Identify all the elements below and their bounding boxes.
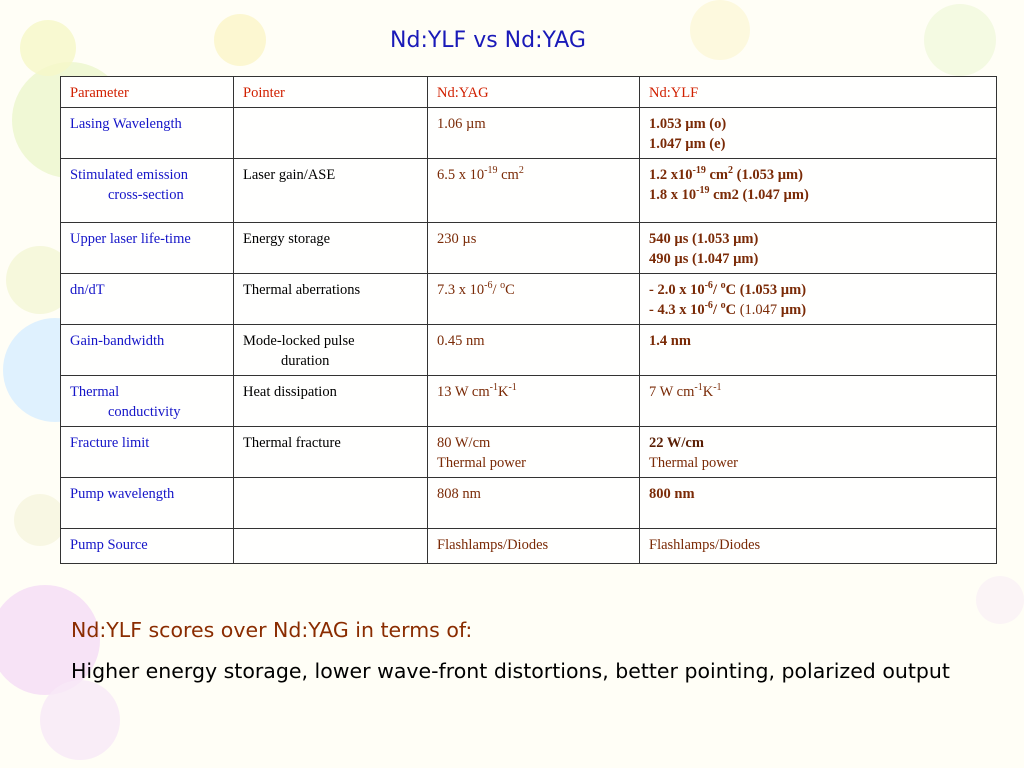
cell-ndyag: 7.3 x $10^{-6}/$ $^o$C: [428, 274, 640, 325]
cell-ndylf: - 2.0 x $10^{-6}/$ $^o$C (1.053 µm) - 4.3 x $10^{-6}/$ $^o$C (1.047 µm): [640, 274, 997, 325]
cell-ndyag: 230 µs: [428, 223, 640, 274]
cell-parameter: Thermal conductivity: [61, 376, 234, 427]
cell-ndyag: 808 nm: [428, 478, 640, 529]
cell-ndylf: 22 W/cm Thermal power: [640, 427, 997, 478]
cell-ndyag: 80 W/cm Thermal power: [428, 427, 640, 478]
page-title: Nd:YLF vs Nd:YAG: [390, 28, 586, 53]
cell-ndyag: Flashlamps/Diodes: [428, 529, 640, 564]
cell-ndyag: 6.5 x $10^{-19}$ $cm^2$: [428, 159, 640, 223]
header-ndyag: Nd:YAG: [428, 77, 640, 108]
cell-ndyag: 13 W $cm^{-1}K^{-1}$: [428, 376, 640, 427]
summary-block: [71, 618, 971, 687]
cell-parameter: Stimulated emission cross-section: [61, 159, 234, 223]
table-row: [61, 325, 997, 376]
table-row: [61, 529, 997, 564]
table-row: [61, 159, 997, 223]
cell-parameter: Lasing Wavelength: [61, 108, 234, 159]
header-pointer: Pointer: [234, 77, 428, 108]
cell-ndylf: 1.053 µm (o) 1.047 µm (e): [640, 108, 997, 159]
cell-ndylf: 7 W $cm^{-1}K^{-1}$: [640, 376, 997, 427]
header-ndylf: Nd:YLF: [640, 77, 997, 108]
cell-parameter: Fracture limit: [61, 427, 234, 478]
cell-pointer: Thermal aberrations: [234, 274, 428, 325]
table-row: [61, 376, 997, 427]
table-header-row: [61, 77, 997, 108]
table-row: [61, 478, 997, 529]
cell-parameter: Gain-bandwidth: [61, 325, 234, 376]
table-row: [61, 223, 997, 274]
cell-ndylf: Flashlamps/Diodes: [640, 529, 997, 564]
cell-parameter: Pump Source: [61, 529, 234, 564]
cell-ndylf: 800 nm: [640, 478, 997, 529]
cell-parameter: dn/dT: [61, 274, 234, 325]
cell-pointer: [234, 529, 428, 564]
table-row: [61, 427, 997, 478]
cell-ndyag: 1.06 µm: [428, 108, 640, 159]
table-row: [61, 108, 997, 159]
header-parameter: Parameter: [61, 77, 234, 108]
cell-pointer: Laser gain/ASE: [234, 159, 428, 223]
cell-pointer: [234, 108, 428, 159]
cell-ndylf: 540 µs (1.053 µm) 490 µs (1.047 µm): [640, 223, 997, 274]
cell-pointer: Energy storage: [234, 223, 428, 274]
table-row: [61, 274, 997, 325]
cell-pointer: Mode-locked pulse duration: [234, 325, 428, 376]
summary-heading: Nd:YLF scores over Nd:YAG in terms of:: [71, 618, 473, 642]
summary-text: Higher energy storage, lower wave-front distortions, better pointing, polarized output: [71, 659, 950, 683]
cell-parameter: Upper laser life-time: [61, 223, 234, 274]
cell-pointer: Thermal fracture: [234, 427, 428, 478]
cell-ndylf: 1.2 $x10^{-19}$ $cm^2$ (1.053 µm) 1.8 x $10^{-19}$ cm2 (1.047 µm): [640, 159, 997, 223]
cell-ndylf: 1.4 nm: [640, 325, 997, 376]
cell-ndyag: 0.45 nm: [428, 325, 640, 376]
cell-pointer: [234, 478, 428, 529]
cell-parameter: Pump wavelength: [61, 478, 234, 529]
cell-pointer: Heat dissipation: [234, 376, 428, 427]
comparison-table: [60, 76, 997, 564]
